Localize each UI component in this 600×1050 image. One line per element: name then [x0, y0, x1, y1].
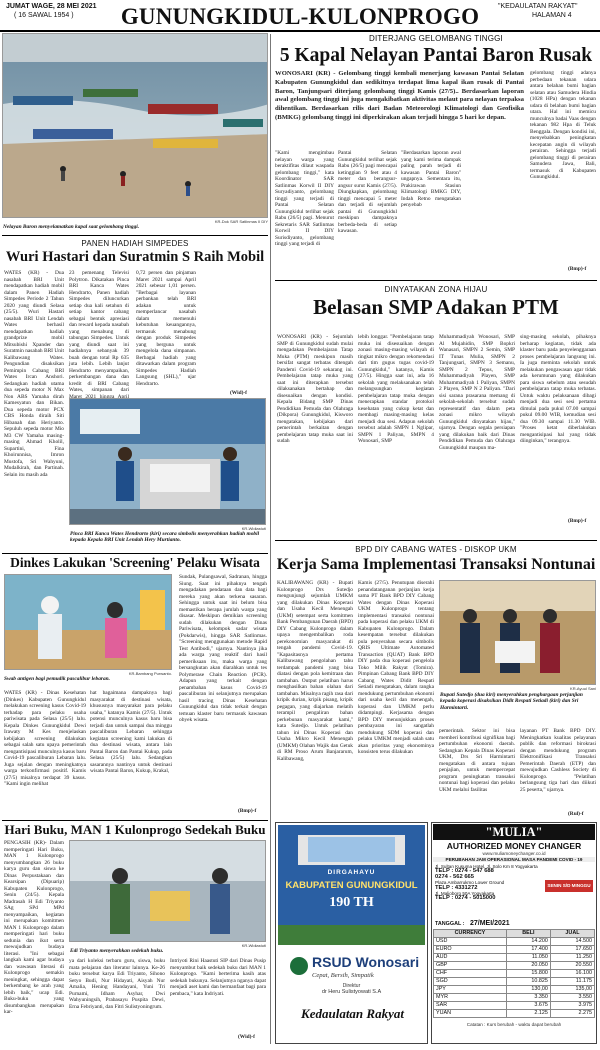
buy-cell: 2.125: [506, 1010, 550, 1018]
mulia-footer: Catatan : Kurs berubah - waktu dapat berubah: [466, 1022, 562, 1027]
currency-cell: SGD: [434, 978, 507, 986]
exchange-rate-table: [433, 929, 595, 1018]
article-signature: (Wid)-f: [238, 1034, 255, 1040]
article-signature: (Rul)-f: [568, 811, 584, 817]
currency-cell: MYR: [434, 994, 507, 1002]
divider: [2, 553, 268, 554]
buy-cell: 3.350: [506, 994, 550, 1002]
currency-cell: YUAN: [434, 1010, 507, 1018]
article-headline: Dinkes Lakukan 'Screening' Pelaku Wisata: [10, 555, 260, 570]
article-body-col3: 0,72 persen dan pinjaman Maret 2021 sampai April 2021 sebesar 1,01 persen. "Berbagai layanan perbankan telah BRI adakan untuk memperlancar nasabah dalam memenuhi kebutuhan keuangannya, termasuk menabung dengan produk Simpedes yang berguna untuk mengelola dana simpanan. Berbagai hadiah yang ditawarkan dalam program Simpedes Hadiah Langsung (SHL)," ujar Hendrarto.: [136, 270, 196, 387]
article-body-col4: layanan PT Bank BPD DIY. Meningkatkan kualitas pelayanan publik dan reformasi birokrasi dengan mendukung program Elektronifikasi Transaksi Pemerintah Daerah (ETP) dan mewujudkan Cashless Society di Kulonprogo. "Pelatihan berlangsung tiga hari dan diikuti 25 peserta," ujarnya.: [520, 728, 596, 793]
sell-cell: 17.650: [550, 946, 594, 954]
currency-cell: CHF: [434, 970, 507, 978]
buy-cell: 130,00: [506, 986, 550, 994]
buy-cell: 17.400: [506, 946, 550, 954]
article-headline: Belasan SMP Adakan PTM: [313, 295, 559, 319]
mulia-notice: PERUBAHAN JAM OPERASIONAL MASA PANDEMI COVID - 19: [433, 857, 595, 862]
mulia-hours: SENIN S/D MINGGU: [545, 880, 593, 892]
article-body-col2: lebih longgar. "Pembelajaran tatap muka ini disesuaikan dengan zonasi masing-masing wilayah di tingkat mikro dengan rekomendasi dari tim gugus tugas covid-19 Gunungkidul," katanya, Kamis (27/5). Hingga saat ini, ada 16 sekolah yang melaksanakan telah melangsungkan kegiatan pembelajaran tatap muka dengan menerapkan standar protokol kesehatan yang cukup ketat dan membagi masing-masing kelas menjadi dua sesi. Adapun sekolah tersebut adalah SMPN 1 Nglipar, SMPN 1 Paliyan, SMPN 4 Wonosari, SMP: [358, 334, 434, 444]
mulia-site: www.muliamoneychanger.co.id: [482, 851, 546, 856]
table-row: [434, 938, 595, 946]
sell-cell: 11.175: [550, 978, 594, 986]
sell-cell: 16.100: [550, 970, 594, 978]
article-body-col1: "Kami mengimbau nelayan warga yang beraktifitas dilaut waspada gelombang tinggi," kata Koordinator SAR Satlinmas Korwil II DIY Suryadiyanto, gelombang tinggi yang terjadi di Pantai Selatan Gunungkidul terlihat sejak Rabu (26/5) pagi. Menurut Sekretaris SAR Satlinmas Korwil II DIY Surisdiyanto, gelombang tinggi yang terjadi di: [275, 150, 334, 247]
article-body-col2: 23 pemenang Televisi Polytron. Dikatakan Pinca BRI Kanca Wates Hendrarto, Panen hadiah Simpedes diluncurkan setiap dua kali setahun di setiap kantor cabang sebagai bentuk apresiasi dan reward kepada nasabah yang menabung di tabungan Simpedes. Untuk yang diundi saat ini hadiahnya sebanyak 39 buah dengan total Rp 635 juta lebih. Lebih lanjut Hendrarto menyampaikan, perkembangan dana dan kredit di BRI Cabang Wates, simpanan dari Maret 2021 hingga April: [69, 270, 129, 400]
agreement-photo: [440, 581, 596, 685]
buy-cell: 20.050: [506, 962, 550, 970]
branch-address: Plaza Ambarrukmo Lower Ground: [435, 880, 505, 886]
divider: [275, 280, 597, 281]
article-headline: Kerja Sama Implementasi Transaksi Nontunai: [276, 556, 596, 573]
masthead-page: HALAMAN 4: [532, 12, 572, 19]
article-signature: (Bmp)-f: [568, 518, 587, 524]
currency-cell: JPY: [434, 986, 507, 994]
article-lead: WONOSARI (KR) - Gelombang tinggi kembali menerjang kawasan Pantai Selatan Kabupaten Gunungkidul dan sedikitnya terdapat lima kapal ikan rusak di Pantai Baron, Tanjungsari diterjang gelombang tinggi Kamis (27/5).. Berdasarkan laporan awal gelombang tinggi ini juga mengakibatkan aktivitas melaut para nelayan terpaksa dihentikan. Berdasarkan rilis dari Badan Meteorologi Klimatologi dan Geofisika (BMKG) gelombang tinggi ini diperkirakan akan terjadi hingga 5 hari ke depan.: [275, 70, 524, 121]
table-row: [434, 970, 595, 978]
masthead-issue: ( 16 SAWAL 1954 ): [14, 12, 74, 19]
branch-phone: TELP : 4331272: [435, 884, 478, 891]
article-headline: Wuri Hastari dan Suratmin S Raih Mobil: [5, 249, 265, 265]
photo-caption: Pinca BRI Kanca Wates Hendrarto (kiri) secara simbolis menyerahkan hadiah mobil kepada Kepala BRI Unit Lendah Hery Murtianto.: [70, 531, 260, 544]
sell-cell: 20.550: [550, 962, 594, 970]
article-photo: [69, 398, 266, 525]
article-body-col3: "Berdasarkan laporan awal yang kami terima dampak paling parah terjadi di kawasan Pantai Baron" ungapnya. Sementara itu, Prakirawan Stasiun Klimatologi BMKG DIY, Indah Retno mengatakan penyebab: [401, 150, 461, 208]
book-handover-photo: [70, 841, 266, 942]
divider: [2, 235, 268, 236]
article-photo: [439, 580, 596, 685]
article-body-col1: WATES (KR) - Dua nasabah BRI Unit mendapatkan hadiah mobil dalam Panen Hadiah Simpedes Periode 2 Tahun 2020 yang diundi Selasa (25/5). Wuri Hastari nasabah BRI Unit Lendah Wates berhasil mendapatkan hadiah grandprize mobil Mitsubishi Xpander dan Suratmin nasabah BRI Unit Kalibawang Wates. Pengundian disaksikan Pemimpin Cabang BRI Wates Ircan Anshori. Sedangkan hadiah utama dua sepeda motor N Max Non ABS Yamaha dirah Kamesyatun dan Bikan. Dua sepeda motor PCX CBS Honda diraih Siti Hibanah dan Heriyanto. Sepuluh sepeda motor Mio M3 CW Yamaha masing-masing Ahmad Kholil, Supartini, Fina Khoirunnisa, Imron Mustofa, Sri Wahyuni, Mudalkirah, dan Partinah. Selain itu masih ada: [4, 270, 64, 478]
branch-phone: 0274 - 562 665: [435, 873, 475, 880]
table-row: [434, 1010, 595, 1018]
branch-phone: TELP : 0274 - 547 688: [435, 868, 494, 875]
rsud-director: dr Heru Sulistyowati S.A: [321, 989, 382, 995]
anniversary-banner: [278, 825, 425, 945]
sell-cell: 11.250: [550, 954, 594, 962]
article-body-col1: WONOSARI (KR) - Sejumlah SMP di Gunungkidul sudah mulai mengadakan Pembelajaran Tatap Muka (PTM) meskipun masih bersifat sangat terbatas ditengah Pandemi Covid-19 sekarang ini. Pembelajaran tatap muka yang saat ini diterapkan tersebut dilaksanakan bertahap dan disesuaikan dengan kondisi. Kepala Bidang SMP Dinas Pendidikan Pemuda dan Olahraga (Dikpora) Gunungkidul, Kisworo mengatakan, kebijakan dari pemerintah berkaitan dengan pembelajaran tatap muka saat ini sudah: [277, 334, 353, 444]
photo-credit: KR-Bambang Purwanto.: [128, 671, 172, 676]
article-headline: 5 Kapal Nelayan Pantai Baron Rusak: [279, 45, 593, 66]
currency-cell: USD: [434, 938, 507, 946]
photo-credit: KR-Ayuul Sani: [570, 686, 596, 691]
divider: [275, 540, 597, 541]
branch-phone: TELP : 0274 - 5015000: [435, 895, 496, 902]
article-photo: [2, 33, 268, 218]
kr-logo: Kedaulatan Rakyat: [301, 1006, 404, 1021]
photo-caption: Bupati Sutedjo (dua kiri) menyerahkan penghargaan perjanjian kepada koperasi disaksikan Didit Respati Setiadi (kiri) dan Sri Harmintarti.: [440, 692, 583, 711]
sell-cell: 3.550: [550, 994, 594, 1002]
banner-line2: KABUPATEN GUNUNGKIDUL: [285, 880, 418, 891]
article-body-col3: Intriyoti Rini Haastuti SIP dari Dinas Pusip menyambut baik sedekah buku dari MAN 1 Kulonprogo. "Kami berterima kasih atas sedekah bukunya. Selanjutnya nganya dapat menjadi aset kami dan bermanfaat bagi para pembaca," kata Indriyati.: [170, 958, 266, 997]
banner-line1: DIRGAHAYU: [327, 869, 376, 876]
sell-cell: 3.975: [550, 1002, 594, 1010]
masthead-paper: "KEDAULATAN RAKYAT": [498, 3, 578, 10]
buy-cell: 15.800: [506, 970, 550, 978]
article-kicker: DINYATAKAN ZONA HIJAU: [384, 285, 488, 294]
currency-cell: SAR: [434, 1002, 507, 1010]
sell-cell: 2.275: [550, 1010, 594, 1018]
article-kicker: PANEN HADIAH SIMPEDES: [81, 239, 189, 248]
table-row: [434, 946, 595, 954]
buy-cell: 10.825: [506, 978, 550, 986]
article-body-col4: gelombang tinggi adanya perbedaan tekanan udara antara belahan bumi bagian selatan atau Samudera Hindia (1028 HPa) dengan tekanan udara di belahan bumi bagian utara. Hal ini memicu munculnya badai Vaas dengan tekanan 982 Hpa di Teluk Benggala. Dengan kondisi ini, menyebabkan peningkatan kecepatan angin di wilayah perairan. Sehingga terjadi gelombang tinggi di perairan Samudera Jawa, Bali, termasuk di Kabupaten Gunungkidul.: [530, 70, 596, 180]
branch-address: Jl. Sultan Kusuma Hotel, Jl. Solo Km 8 Yogyakarta: [435, 864, 538, 869]
article-body-col2: hat bagaimana dampaknya bagi masyarakat di destinasi wisata, khususnya masyarakat para pelaku usaha," katanya Kamis (27/5). Untuk potensi munculnya kasus baru bisa terjadi dan untuk sampai dua minggu pascaliburan Lebaran sehingga kegiatan screening kami lakukan di dua destinasi wisata, antara lain Pantai Baron dan Pantai Kukup, pada Selasa (25/5) lalu. Sedangkan sasarannya nantinya untuk destinasi wisata Pantai Baron, Kukup, Krakal,: [90, 690, 172, 774]
table-row: [434, 954, 595, 962]
article-body-col1: KALIBAWANG (KR) - Bupati Kulonprogo Drs Sutedjo mengunjungi sejumlah UMKM yang dilakukan Dinas Koperasi dan Usaha Kecil Menengah (UKM) setempat serta komitmen Bank Pembangunan Daerah (BPD) DIY Cabang Kulonprogo dalam upaya mengembalikan roda perekonomian masyarakat di tengah pandemi Covid-19. "Kapasitasnya pertama Kalibawang pengolahan tahu terdampak pandemi yang bisa diatasi dengan pola kemitraan dan tambahan. Output pelatihan harus menghasilkan bahan olahan dari tambahan. Misalnya ragih rasa dari kripik durian, kripik pisang, kripik pegagan, yang diajarkan melatih terampil pengaliran bahan perkebunan masyarakat kami," kata Sutedjo. Untuk pelatihan tahun ini Dinas Koperasi dan Usaha Mikro Kecil Menengah (UMKM) Olahan Wajik dan Getuk di RM Proso Arum Banjararum, Kalibawang,: [277, 580, 353, 762]
photo-credit: KR-Widiastuti: [241, 526, 266, 531]
article-body-col3: Sundak, Pulangsawal, Sadranan, hingga Siung. Saat ini pihaknya tengah mengadakan pendataan dan data bagi mereka yang akan terkena sasaran. Sehingga untuk saat ini belum bisa memastikan berapa jumlah warga yang disasar. Meskipun demikian screening sudah dilakukan dengan Dinas Pariwisata, kelompok sadar wisata (Pokdarwis), hingga SAR Satlinmas. "Screening menggunakan metode Rapid Test Antibodi," ujarnya. Nantinya jika ada warga yang reaktif dari hasil pemeriksaan itu, maka warga yang bersangkutan akan diarahkan untuk tes Polymerase Chain Reaction (PCR). Adapun yang terkait dengan penambahan kasus Covid-19 pascaliburan ini selanjutnya merupakan hasil tracing Dinas Kesehatan Gunungkidul dan tidak terkait dengan temuan klaster baru termasuk kawasan obyek wisata.: [179, 574, 267, 723]
article-signature: (Bmp)-f: [568, 266, 587, 272]
article-kicker: DITERJANG GELOMBANG TINGGI: [369, 34, 503, 43]
masthead-title: GUNUNGKIDUL-KULONPROGO: [120, 4, 480, 29]
rsud-director-role: Direktur: [342, 983, 361, 989]
article-kicker: BPD DIY CABANG WATES - DISKOP UKM: [355, 545, 517, 554]
article-photo: [4, 574, 172, 670]
photo-credit: KR-Dok SAR Satlinmas II DIY: [214, 219, 268, 224]
mulia-brand: "MULIA": [433, 824, 595, 840]
table-row: [434, 994, 595, 1002]
column-divider: [270, 34, 271, 1044]
rsud-logo-icon: [290, 957, 308, 975]
beach-boats-photo: [3, 34, 268, 218]
photo-caption: Swab antigen bagi pemudik pascalibur lebaran.: [4, 676, 111, 682]
article-signature: (Wid)-f: [230, 390, 247, 396]
photo-credit: KR-Widiastuti: [241, 943, 266, 948]
article-body-col2: ya dari koleksi terbaru guru, siswa, buku mata pelajaran dan literatur lainnya. Ke-26 buku tersebut karya Edi Triyanto, Sihono Setyo Budi, Nur Hidayati, Aisyah Nur Amalia, Hening Handayani, Yuni Tri Purnami, Idham Asyhar, Dwi Wahyuningsih, Prabasayu Puspita Dewi, Erna Febriyanti, dan Fitri Sulistyoningrum.: [69, 958, 165, 1010]
branch-address: Jl. Malioboro 50A Yogyakarta: [435, 891, 495, 897]
article-body-col1: WATES (KR) - Dinas Kesehatan (Dinkes) Kabupaten Gunungkidul melakukan screening kasus Covid-19 terhadap para pelaku usaha pariwisata pada Selasa (25/5) lalu. Kepala Dinkes Gunungkidul Dewi Irawaty M Kes menjelaskan kebijakan screening dilakukan sebagai salah satu upaya pemerintah mengantisipasi munculnya kasus baru Covid-19 pascaliburan Lebaran lalu. Juga sejalan dengan meningkatnya warga terkonfirmasi positif. Kamis (27/5) misalnya terdapat 39 kasus. "Kami ingin melihat: [4, 690, 86, 787]
buy-cell: 11.050: [506, 954, 550, 962]
sell-cell: 135,00: [550, 986, 594, 994]
rsud-name: RSUD Wonosari: [312, 954, 420, 970]
article-signature: (Bmp)-f: [238, 808, 257, 814]
article-body-col3: Muhammadiyah Wonosari, SMP Al Mujahidin, SMP Bopkri Wanasari, SMPN 2 Semin, SMP IT Tunas Mulia, SMPN 2 Tanjungsari, SMPN 3 Semanu, SMPN 2 Tepus, SMP Muhammadiyah Playen, SMP Muhammadiyah 1 Paliyan, SMPN 2 Playen, SMP N 2 Paliyan. "Dari sisi sarana prasarana memang di sekolah-sekolah tersebut sudah representatif dan dalam peta zonasi mikro wilayah Gunungkidul dinyatakan hijau," ujarnya. Dengan segala persiapan yang dilakukan baik dari Dinas Pendidikan Pemuda dan Olahraga Gunungkidul maupun ma-: [439, 334, 515, 451]
masthead-rule: [0, 30, 600, 32]
col-header: BELI: [506, 930, 550, 938]
table-row: [434, 978, 595, 986]
article-body-col1: PENGASIH (KR)- Dalam memperingati Hari Buku, MAN 1 Kulonprogo menyumbangkan 26 buku karya guru dan siswa ke Dinas Perpustakaan dan Kearsipan (Dipuarip) Kabupaten Kulonprogo, Senin (24/5). Kepala Madrasah H Edi Triyanto SAg SPd MPd menyampaikan, kegiatan ini merupakan komitmen MAN 1 Kulonprogo dalam memperingati hari buku sedunia dan ikut serta mewujudkan budaya literasi. "Ini sebagai langkah kami agar budaya dan wawasan literasi di Kulonprogo semakin meningkat, sehingga dapat berkembang ke arah yang lebih baik," ucap Edi. Buku-buku yang disumbangkan merupakan kar-: [4, 840, 64, 1015]
ceremony-photo: [70, 399, 266, 525]
divider: [2, 820, 268, 821]
col-header: JUAL: [550, 930, 594, 938]
col-header: CURRENCY: [434, 930, 507, 938]
currency-cell: GBP: [434, 962, 507, 970]
mulia-date-label: TANGGAL :: [435, 921, 465, 927]
article-body-col4: sing-masing sekolah, pihaknya berharap kegiatan, tidak ada klaster baru pada penyelenggaraan proses pembelajaran langsung ini. Ia juga meminta sekolah untuk melakukan pengawasan agar tidak ada kerumunan yang dilakukan para siswa sebelum atau sesudah pembelajaran tatap muka terbatas. Untuk waktu pelaksanaan dibagi menjadi dua sesi sesi pertama dimulai pada pukul 07.00 sampai pukul 09.00 WIB, kemudian sesi dua 09.30 sampai 11.30 WIB. "Proses ketat diberlakukan mengantisipasi hal yang tidak diinginkan," terangnya.: [520, 334, 596, 444]
table-row: [434, 986, 595, 994]
buy-cell: 14.200: [506, 938, 550, 946]
article-body-col2: Pantai Selatan Gunungkidul terlihat sejak Rabu (26/5) pagi mencapai ketinggian 9 feet atau 4 meter dan berangsur-angsur surut Kamis (27/5). Diungkapkan, gelombang tinggi mencapai 5 meter dan terjadi di sejumlah pantai di Gunungkidul meskipun dampaknya berbeda-beda di setiap kawasan.: [338, 150, 397, 234]
table-row: [434, 1002, 595, 1010]
buy-cell: 3.675: [506, 1002, 550, 1010]
photo-caption: Nelayan Baron menyelamatkan kapal saat gelombang tinggi.: [3, 224, 140, 230]
currency-cell: AUD: [434, 954, 507, 962]
currency-cell: EURO: [434, 946, 507, 954]
article-body-col3: pemerintah. Sektor ini bisa memberi kontribusi signifikan bagi pertumbuhan ekonomi daerah. Sedangkan Kepala Dinas Koperasi UKM, Drs Sri Harmintarti mengatakan di antara tujuan penjajian, untuk mempercepat program peningkatan transaksi nontunai bagi koperasi dan pelaku UKM melalui fasilitas: [439, 728, 515, 793]
photo-caption: Edi Triyanto menyerahkan sedekah buku.: [70, 948, 164, 954]
article-headline: Hari Buku, MAN 1 Kulonprogo Sedekah Buku: [4, 822, 266, 837]
article-body-col2: Kamis (27/5). Penutupan diserahi penandatanganan perjanjian kerja sama PT Bank BPD DIY Cabang Wates dengan Dinas Koperasi UKM Kulonprogo tentang implementasi transaksi nontunai pada koperasi dan pelaku UKM di Kabupaten Kulonprogo. Dalam kesempatan tersebut dilakukan pula penyerahan secara simbolis QRIS Ultimate Automated Transaction (QUAT) Bank BPD DIY pada dua koperasi pengelola Toko Milik Rakyat (Tomira). Pimpinan Cabang Bank BPD DIY Cabang Wates Didit Respati Setiadi mengatakan, dalam rangka mendukung pertumbuhan ekonomi dari usaha kecil dan menengah, koperasi dan UMKM perlu didampingi. Kerjasama dengan BPD DIY menunjukkan proses pembayaran ini sangatlah mendukung SDM koperasi dan pelaku UMKM menjadi salah satu akan prioritas yang ekonominya konsisten terus dilakukan: [358, 580, 434, 755]
banner-years: 190 TH: [329, 895, 374, 910]
rates-table-wrap: [433, 929, 595, 1018]
rsud-tagline: Cepat, Bersih, Simpatik: [312, 972, 374, 979]
swab-test-photo: [5, 575, 172, 670]
mulia-date: 27/MEI/2021: [470, 920, 510, 927]
sell-cell: 14.500: [550, 938, 594, 946]
masthead-date: JUMAT WAGE, 28 MEI 2021: [6, 3, 97, 10]
table-row: [434, 962, 595, 970]
mulia-title: AUTHORIZED MONEY CHANGER: [446, 841, 582, 851]
article-photo: [69, 840, 266, 942]
